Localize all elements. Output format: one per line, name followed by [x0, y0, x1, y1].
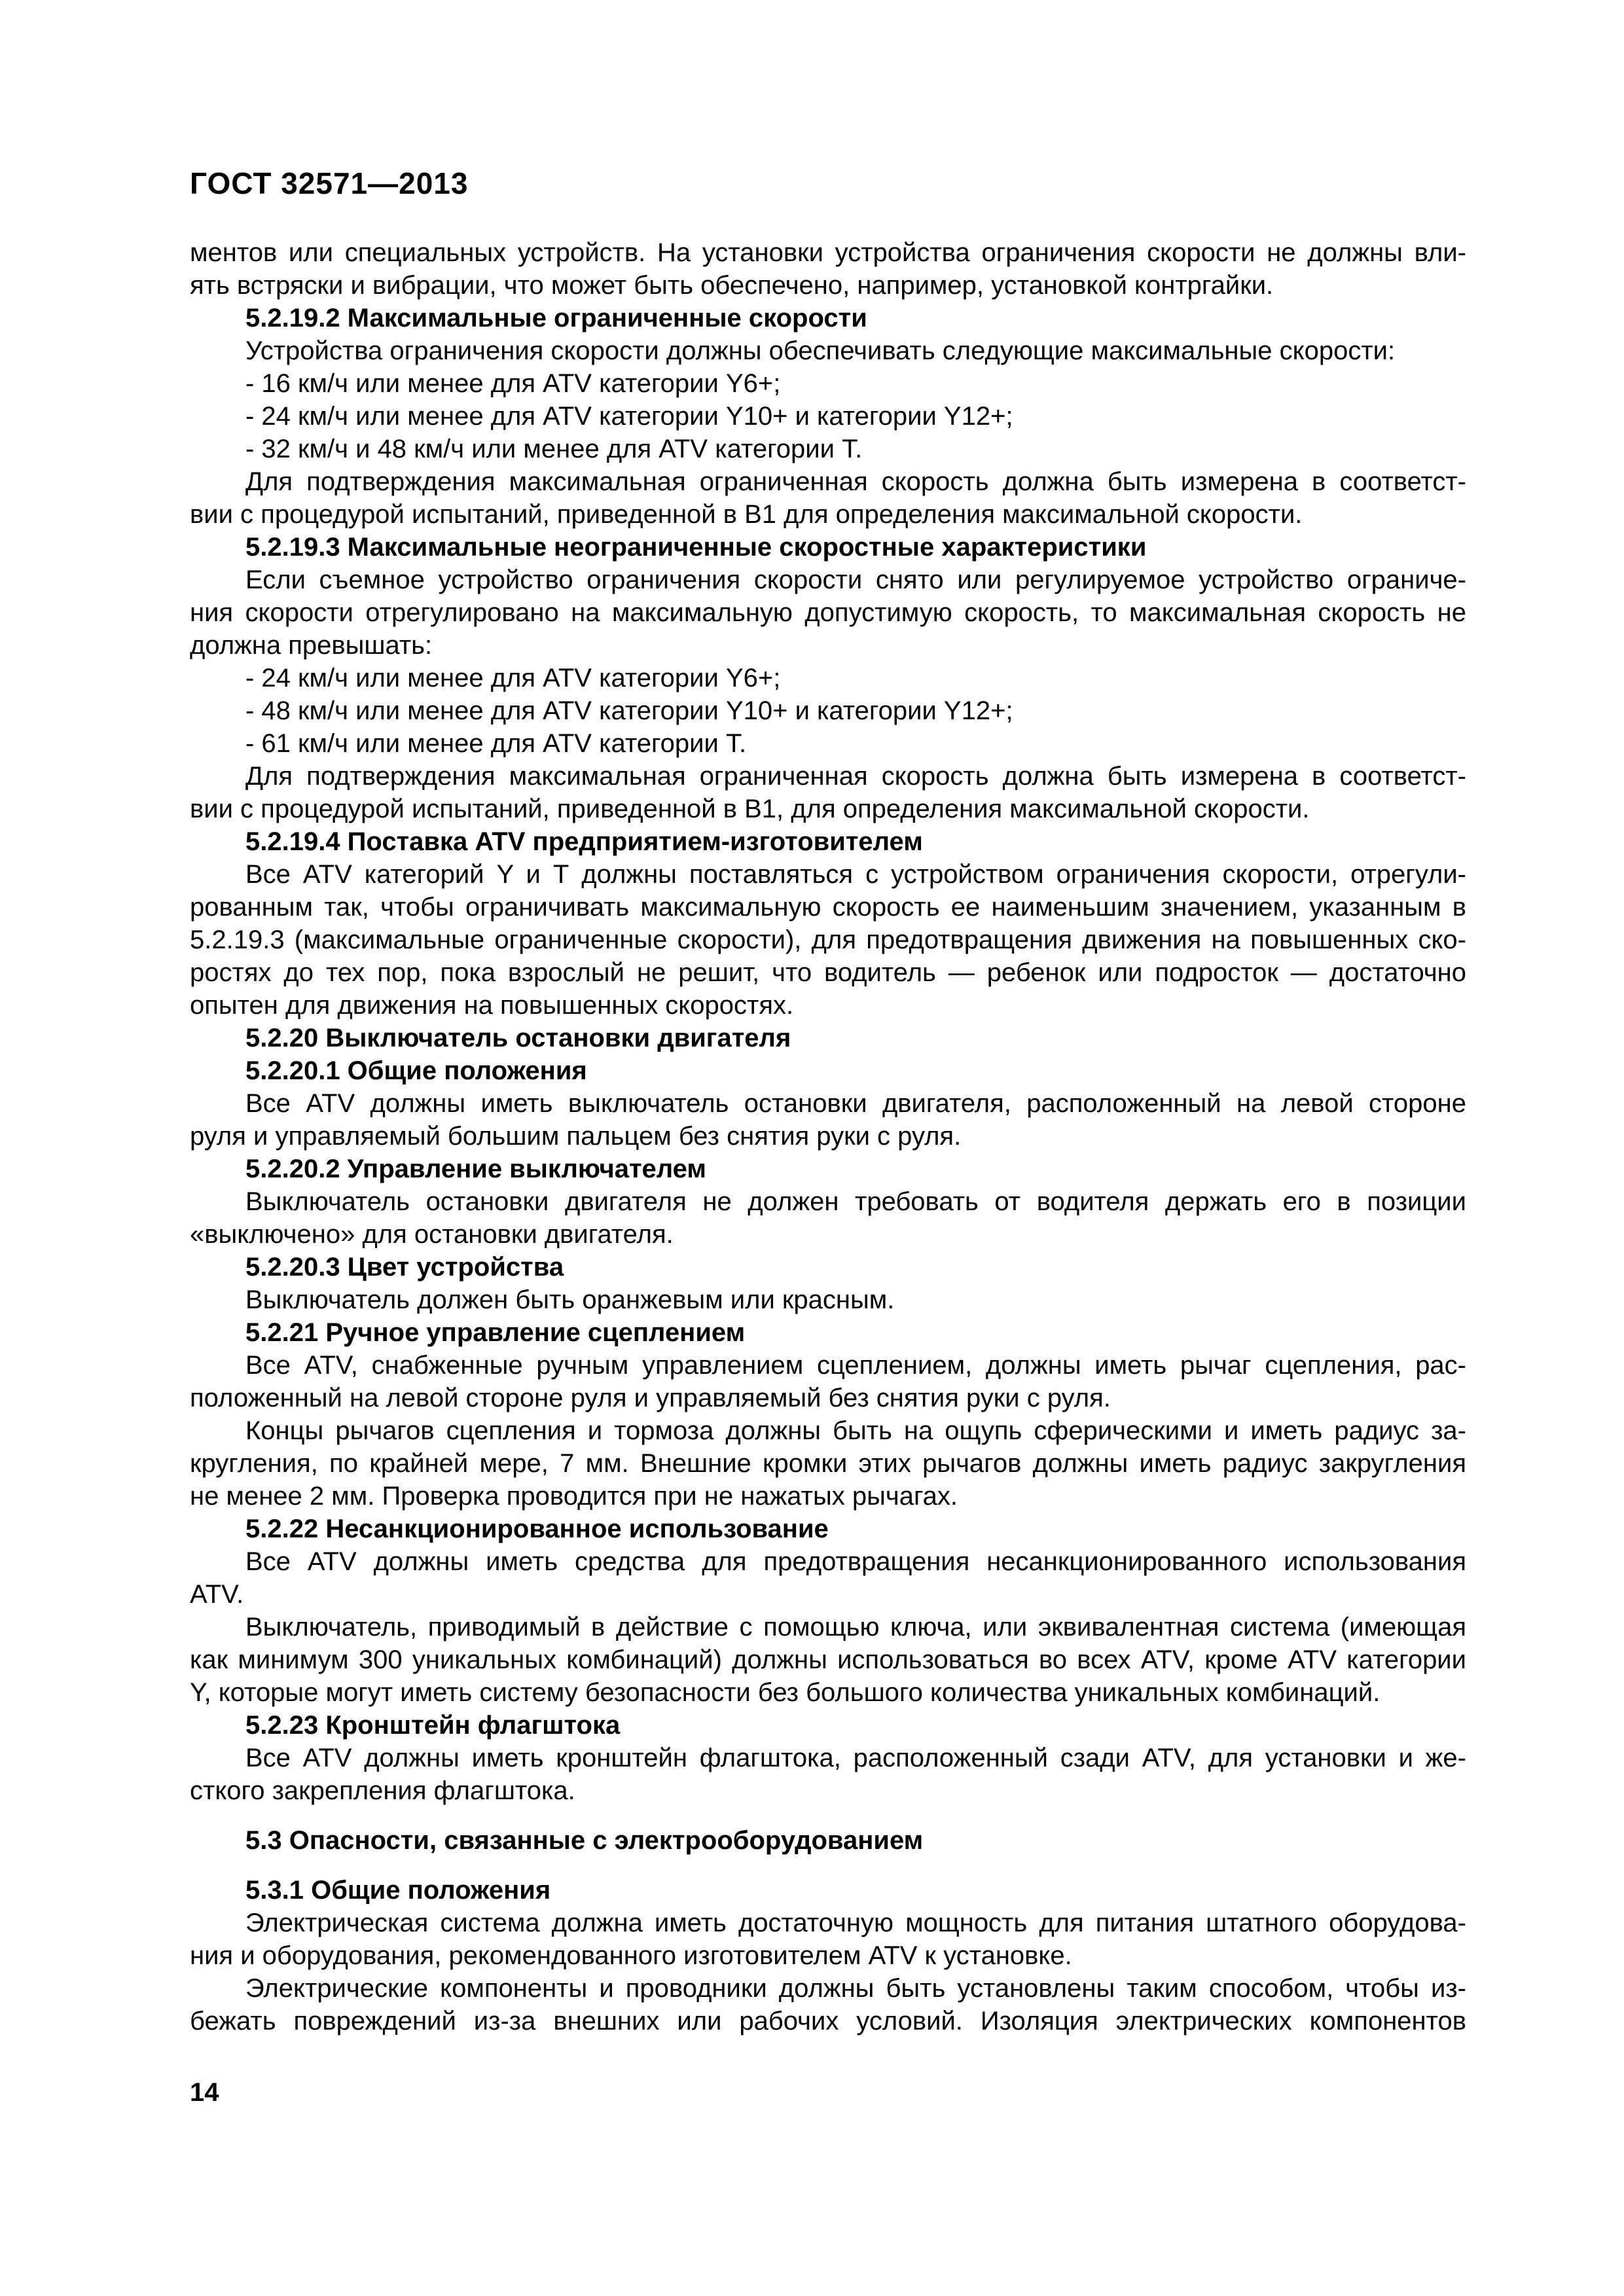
paragraph-line: бежать повреждений из-за внешних или рабочих условий. Изоляция электрических компонентов — [190, 2007, 1466, 2036]
paragraph-line: Выключатель остановки двигателя не должен требовать от водителя держать его в позиции — [245, 1187, 1466, 1216]
paragraph-line: вии с процедурой испытаний, приведенной в В1 для определения максимальной скорости. — [190, 500, 1303, 529]
list-item-line: - 16 км/ч или менее для ATV категории Y6+; — [245, 369, 781, 398]
section-heading: 5.2.19.4 Поставка ATV предприятием-изготовителем — [245, 827, 923, 856]
page-content — [190, 167, 1466, 2037]
section-heading: 5.2.19.2 Максимальные ограниченные скорости — [245, 304, 867, 332]
list-item-line: - 24 км/ч или менее для ATV категории Y6+; — [245, 664, 781, 692]
section-heading: 5.2.20.1 Общие положения — [245, 1056, 587, 1085]
gost-number-header: ГОСТ 32571—2013 — [190, 166, 469, 200]
paragraph-line: опытен для движения на повышенных скоростях. — [190, 991, 794, 1020]
paragraph-line: ния и оборудования, рекомендованного изготовителем ATV к установке. — [190, 1941, 1072, 1970]
paragraph-line: Все ATV должны иметь кронштейн флагштока, расположенный сзади ATV, для установки и же- — [245, 1744, 1466, 1772]
paragraph-line: Если съемное устройство ограничения скорости снято или регулируемое устройство ограниче- — [245, 565, 1466, 594]
paragraph-line: Y, которые могут иметь систему безопасности без большого количества уникальных комбинаций. — [190, 1678, 1380, 1707]
paragraph-line: как минимум 300 уникальных комбинаций) должны использоваться во всех ATV, кроме ATV категории — [190, 1645, 1466, 1674]
paragraph-line: руля и управляемый большим пальцем без снятия руки с руля. — [190, 1122, 962, 1151]
list-item-line: - 24 км/ч или менее для ATV категории Y10+ и категории Y12+; — [245, 402, 1013, 431]
paragraph-line: Электрические компоненты и проводники должны быть установлены таким способом, чтобы из- — [245, 1974, 1466, 2003]
paragraph-line: сткого закрепления флагштока. — [190, 1776, 575, 1805]
paragraph-line: рованным так, чтобы ограничивать максимальную скорость ее наименьшим значением, указанным в — [190, 893, 1466, 922]
section-heading: 5.2.20.2 Управление выключателем — [245, 1155, 706, 1183]
section-heading: 5.2.22 Несанкционированное использование — [245, 1515, 829, 1543]
section-heading: 5.2.19.3 Максимальные неограниченные скоростные характеристики — [245, 533, 1147, 562]
paragraph-line: не менее 2 мм. Проверка проводится при не нажатых рычагах. — [190, 1482, 958, 1511]
paragraph-line: Устройства ограничения скорости должны обеспечивать следующие максимальные скорости: — [245, 336, 1396, 365]
section-heading: 5.2.23 Кронштейн флагштока — [245, 1711, 621, 1740]
paragraph-line: вии с процедурой испытаний, приведенной в В1, для определения максимальной скорости. — [190, 795, 1310, 823]
paragraph-line: ментов или специальных устройств. На установки устройства ограничения скорости не должны вли- — [190, 238, 1466, 267]
paragraph-line: Для подтверждения максимальная ограниченная скорость должна быть измерена в соответст- — [245, 762, 1466, 791]
paragraph-line: Концы рычагов сцепления и тормоза должны быть на ощупь сферическими и иметь радиус за- — [245, 1416, 1466, 1445]
section-heading: 5.2.20.3 Цвет устройства — [245, 1253, 564, 1282]
paragraph-line: ATV. — [190, 1580, 244, 1609]
section-gap — [190, 1807, 1466, 1824]
paragraph-line: 5.2.19.3 (максимальные ограниченные скорости), для предотвращения движения на повышенных ско- — [190, 925, 1466, 954]
body-text — [190, 236, 1466, 2037]
paragraph-line: Выключатель должен быть оранжевым или красным. — [245, 1285, 895, 1314]
page-number: 14 — [190, 2078, 219, 2107]
paragraph-line: ять встряски и вибрации, что может быть обеспечено, например, установкой контргайки. — [190, 271, 1274, 300]
paragraph-line: положенный на левой стороне руля и управляемый без снятия руки с руля. — [190, 1384, 1111, 1412]
paragraph-line: Выключатель, приводимый в действие с помощью ключа, или эквивалентная система (имеющая — [245, 1613, 1466, 1641]
section-heading: 5.3 Опасности, связанные с электрооборудованием — [245, 1826, 924, 1855]
paragraph-line: Все ATV должны иметь средства для предотвращения несанкционированного использования — [245, 1547, 1466, 1576]
paragraph-line: Все ATV, снабженные ручным управлением сцеплением, должны иметь рычаг сцепления, рас- — [245, 1351, 1466, 1380]
paragraph-line: кругления, по крайней мере, 7 мм. Внешние кромки этих рычагов должны иметь радиус закругления — [190, 1449, 1466, 1478]
section-gap — [190, 1857, 1466, 1874]
list-item-line: - 32 км/ч и 48 км/ч или менее для ATV категории Т. — [245, 435, 863, 463]
paragraph-line: Все ATV должны иметь выключатель остановки двигателя, расположенный на левой стороне — [245, 1089, 1466, 1118]
paragraph-line: ростях до тех пор, пока взрослый не решит, что водитель — ребенок или подросток — достаточно — [190, 958, 1466, 987]
paragraph-line: ния скорости отрегулировано на максимальную допустимую скорость, то максимальная скорость не — [190, 598, 1466, 627]
section-heading: 5.3.1 Общие положения — [245, 1876, 551, 1905]
section-heading: 5.2.20 Выключатель остановки двигателя — [245, 1024, 791, 1052]
paragraph-line: Для подтверждения максимальная ограниченная скорость должна быть измерена в соответст- — [245, 467, 1466, 496]
paragraph-line: Электрическая система должна иметь достаточную мощность для питания штатного оборудова- — [245, 1909, 1466, 1937]
list-item-line: - 61 км/ч или менее для ATV категории Т. — [245, 729, 747, 758]
list-item-line: - 48 км/ч или менее для ATV категории Y10+ и категории Y12+; — [245, 696, 1013, 725]
paragraph-line: Все ATV категорий Y и Т должны поставляться с устройством ограничения скорости, отрегули- — [245, 860, 1466, 889]
paragraph-line: должна превышать: — [190, 631, 433, 660]
paragraph-line: «выключено» для остановки двигателя. — [190, 1220, 674, 1249]
section-heading: 5.2.21 Ручное управление сцеплением — [245, 1318, 746, 1347]
